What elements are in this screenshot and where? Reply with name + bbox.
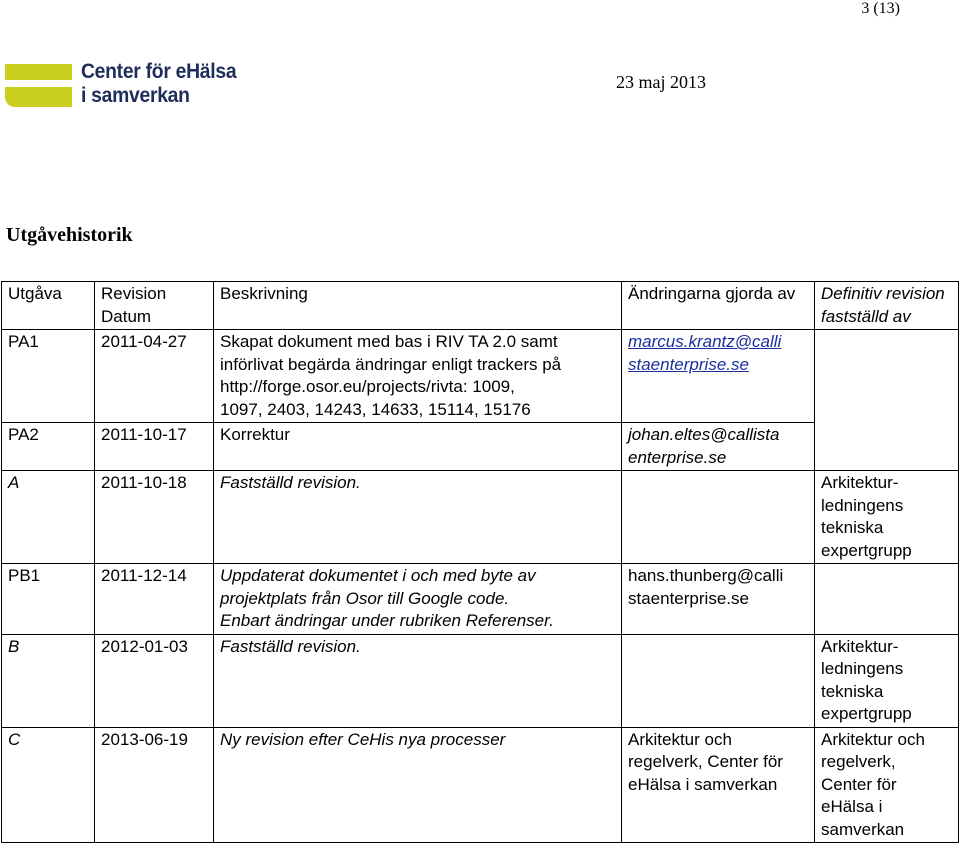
desc-line: Fastställd revision.	[220, 473, 361, 492]
desc-line: Enbart ändringar under rubriken Referenser.	[220, 611, 554, 630]
section-heading: Utgåvehistorik	[6, 224, 133, 246]
cell-changed-by	[622, 330, 815, 423]
cell-edition: PB1	[2, 564, 95, 635]
cell-approved-by	[815, 727, 959, 843]
cell-approved-by	[815, 471, 959, 564]
changed-line: eHälsa i samverkan	[628, 774, 778, 794]
logo-line-2: i samverkan	[81, 84, 190, 107]
header-approved-by: Definitiv revision fastställd av	[815, 282, 959, 330]
cell-edition: PA1	[2, 330, 95, 423]
email-line: marcus.krantz@calli	[628, 332, 782, 351]
header-description: Beskrivning	[214, 282, 622, 330]
cell-changed-by	[622, 471, 815, 564]
cell-date: 2011-10-17	[95, 423, 214, 471]
desc-line: 1097, 2403, 14243, 14633, 15114, 15176	[220, 399, 531, 419]
desc-line: Ny revision efter CeHis nya processer	[220, 729, 506, 749]
table-row	[2, 471, 959, 564]
table-row	[2, 727, 959, 843]
approved-line: ledningens	[821, 495, 904, 515]
cell-changed-by	[622, 634, 815, 727]
cell-description	[214, 471, 622, 564]
revision-history-table	[1, 281, 959, 843]
approved-line: regelverk,	[821, 752, 896, 771]
email-line: johan.eltes@callista	[628, 425, 780, 444]
header-edition: Utgåva	[2, 282, 95, 330]
cell-edition: PA2	[2, 423, 95, 471]
cell-date: 2013-06-19	[95, 727, 214, 843]
email-link[interactable]	[628, 332, 781, 374]
approved-line: eHälsa i	[821, 797, 883, 816]
cell-changed-by	[622, 423, 815, 471]
cell-date: 2012-01-03	[95, 634, 214, 727]
cell-date: 2011-10-18	[95, 471, 214, 564]
cell-date: 2011-12-14	[95, 564, 214, 635]
approved-line: Center för	[821, 774, 897, 794]
approved-line: Arkitektur och	[821, 729, 925, 749]
document-date: 23 maj 2013	[616, 72, 706, 92]
logo-mark-bottom	[5, 87, 72, 107]
cell-edition: B	[2, 634, 95, 727]
logo-mark-top	[5, 64, 72, 80]
cell-description	[214, 634, 622, 727]
desc-line: http://forge.osor.eu/projects/rivta: 1009,	[220, 377, 515, 396]
cell-description	[214, 727, 622, 843]
approved-line: expertgrupp	[821, 540, 912, 560]
email-line: staenterprise.se	[628, 354, 749, 374]
cell-description	[214, 564, 622, 635]
desc-line: projektplats från Osor till Google code.	[220, 588, 510, 608]
cell-description	[214, 330, 622, 423]
desc-line: Fastställd revision.	[220, 636, 361, 656]
approved-line: expertgrupp	[821, 704, 912, 723]
table-row	[2, 564, 959, 635]
logo	[5, 60, 255, 110]
approved-line: ledningens	[821, 659, 904, 678]
approved-line: Arkitektur-	[821, 636, 899, 656]
cell-date: 2011-04-27	[95, 330, 214, 423]
desc-line: Korrektur	[220, 425, 290, 444]
table-row	[2, 634, 959, 727]
desc-line: Skapat dokument med bas i RIV TA 2.0 samt	[220, 332, 558, 351]
header-revision-date	[95, 282, 214, 330]
desc-line: införlivat begärda ändringar enligt trackers på	[220, 354, 562, 374]
cell-changed-by	[622, 727, 815, 843]
desc-line: Uppdaterat dokumentet i och med byte av	[220, 566, 536, 585]
cell-approved-by	[815, 330, 959, 423]
cell-edition: C	[2, 727, 95, 843]
logo-text	[81, 60, 236, 108]
approved-line: tekniska	[821, 681, 884, 701]
approved-line: tekniska	[821, 518, 884, 537]
email-line: staenterprise.se	[628, 588, 749, 608]
changed-line: regelverk, Center för	[628, 752, 783, 771]
table-header-row	[2, 282, 959, 330]
cell-changed-by	[622, 564, 815, 635]
table-row	[2, 423, 959, 471]
cell-edition: A	[2, 471, 95, 564]
cell-approved-by	[815, 564, 959, 635]
header-date-line: Datum	[101, 306, 152, 326]
changed-line: Arkitektur och	[628, 729, 732, 749]
page-number: 3 (13)	[861, 0, 900, 17]
email-line: hans.thunberg@calli	[628, 566, 784, 585]
approved-line: samverkan	[821, 819, 905, 839]
email-line: enterprise.se	[628, 447, 727, 467]
header-revision-line: Revision	[101, 284, 167, 303]
cell-description	[214, 423, 622, 471]
header-changed-by: Ändringarna gjorda av	[622, 282, 815, 330]
logo-line-1: Center för eHälsa	[81, 60, 237, 83]
cell-approved-by	[815, 423, 959, 471]
cell-approved-by	[815, 634, 959, 727]
approved-line: Arkitektur-	[821, 473, 899, 492]
table-row	[2, 330, 959, 423]
